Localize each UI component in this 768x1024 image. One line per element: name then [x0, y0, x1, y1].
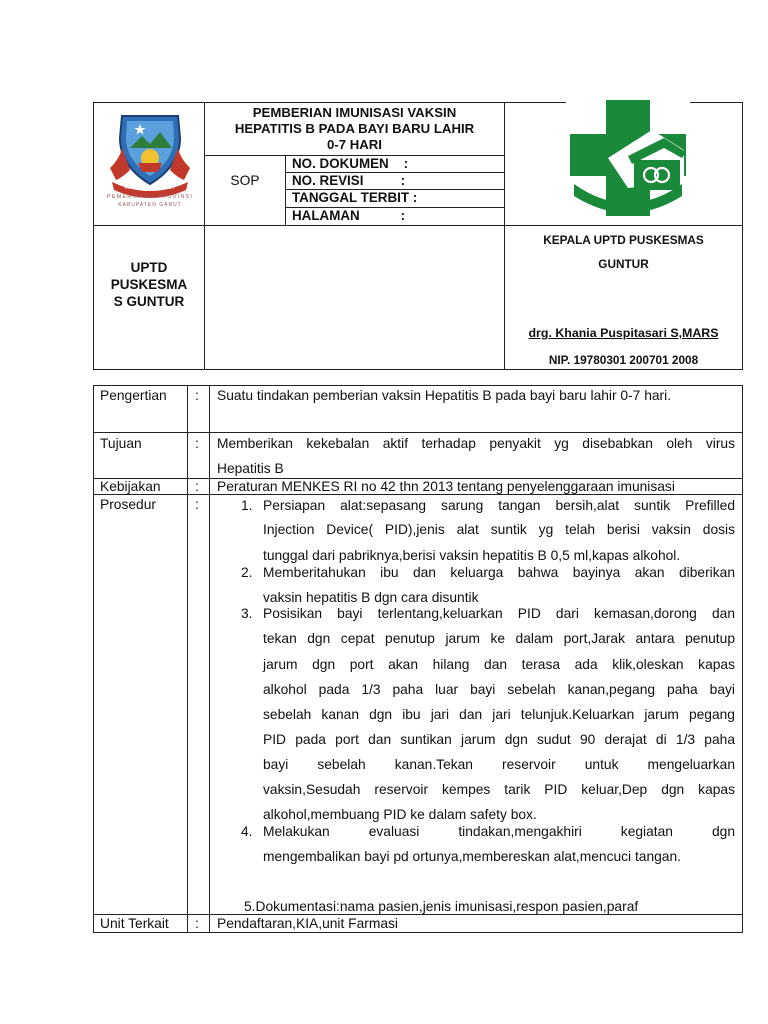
organization-name-line: UPTD [130, 260, 168, 275]
tujuan-text-line: Memberikan kekebalan aktif terhadap penyakit yg disebabkan oleh virus [217, 436, 735, 451]
row-label-prosedur: Prosedur [100, 497, 156, 512]
step-line: vaksin hepatitis B dgn cara disuntik [263, 590, 479, 605]
step-line: alkohol pada 1/3 paha luar bayi sebelah kanan,pegang paha bayi [263, 682, 735, 697]
sop-label: SOP [230, 173, 260, 188]
step-line: 5.Dokumentasi:nama pasien,jenis imunisasi,respon pasien,paraf [244, 899, 639, 914]
step-line: jarum dgn port akan hilang dan terasa ada klik,oleskan kapas [263, 657, 735, 672]
step-number: 4. [241, 824, 253, 839]
revision-field: NO. REVISI : [292, 173, 406, 188]
row-label-unit-terkait: Unit Terkait [100, 916, 169, 931]
step-line: Melakukan evaluasi tindakan,mengakhiri kegiatan dgn [263, 824, 735, 839]
row-colon: : [195, 916, 199, 931]
logo-caption-line2: KABUPATEN GARUT [118, 202, 182, 208]
row-colon: : [195, 436, 199, 451]
step-number: 3. [241, 606, 253, 621]
step-number: 1. [241, 498, 253, 513]
tujuan-text-line: Hepatitis B [217, 461, 284, 476]
step-line: bayi sebelah kanan.Tekan reservoir untuk mengeluarkan [263, 757, 735, 772]
head-title-line2: GUNTUR [598, 257, 649, 271]
step-line: tekan dgn cepat penutup jarum ke dalam port,Jarak antara penutup [263, 631, 735, 646]
sop-title [205, 105, 504, 153]
row-label-tujuan: Tujuan [100, 436, 142, 451]
page-field: HALAMAN : [292, 208, 406, 223]
kebijakan-text: Peraturan MENKES RI no 42 thn 2013 tentang penyelenggaraan imunisasi [217, 479, 675, 494]
step-line: Persiapan alat:sepasang sarung tangan bersih,alat suntik Prefilled [263, 498, 735, 513]
head-name: drg. Khania Puspitasari S,MARS [528, 326, 719, 340]
step-line: sebelah kanan dgn ibu jari dan jari telunjuk.Keluarkan jarum pegang [263, 707, 735, 722]
logo-caption-line1: PEMERINTAH PROVINSI [106, 194, 194, 200]
step-line: PID pada port dan suntikan jarum dgn sudut 90 derajat di 1/3 paha [263, 732, 735, 747]
organization-name-line: S GUNTUR [113, 294, 185, 309]
logo-banner-text: KABUPATEN GARUT [124, 185, 176, 190]
sop-title-line: HEPATITIS B PADA BAYI BARU LAHIR [234, 121, 475, 136]
publish-date-field: TANGGAL TERBIT : [292, 190, 418, 205]
step-line: Memberitahukan ibu dan keluarga bahwa bayinya akan diberikan [263, 565, 735, 580]
unit-terkait-text: Pendaftaran,KIA,unit Farmasi [217, 916, 398, 931]
puskesmas-cross-icon [566, 100, 690, 216]
row-colon: : [195, 479, 199, 494]
doc-number-field: NO. DOKUMEN : [292, 156, 409, 171]
regency-logo [100, 108, 200, 218]
row-label-pengertian: Pengertian [100, 388, 167, 403]
step-line: alkohol,membuang PID ke dalam safety box. [263, 807, 537, 822]
row-colon: : [195, 497, 199, 512]
sop-title-line: 0-7 HARI [327, 137, 382, 152]
step-number: 2. [241, 565, 253, 580]
pengertian-text: Suatu tindakan pemberian vaksin Hepatitis B pada bayi baru lahir 0-7 hari. [217, 388, 672, 403]
row-colon: : [195, 388, 199, 403]
step-line: vaksin,Sesudah reservoir kempes tarik PID keluar,Dep dgn kapas [263, 782, 735, 797]
step-line: Injection Device( PID),jenis alat suntik yg telah berisi vaksin dosis [263, 522, 735, 537]
organization-name [94, 259, 204, 310]
row-label-kebijakan: Kebijakan [100, 479, 161, 494]
step-line: mengembalikan bayi pd ortunya,membereskan alat,mencuci tangan. [263, 849, 681, 864]
step-line: Posisikan bayi terlentang,keluarkan PID dari kemasan,dorong dan [263, 606, 735, 621]
head-title-line1: KEPALA UPTD PUSKESMAS [543, 233, 704, 247]
organization-name-line: PUSKESMA [110, 277, 188, 292]
puskesmas-logo [566, 100, 690, 216]
step-line: tunggal dari pabriknya,berisi vaksin hepatitis B 0,5 ml,kapas alkohol. [263, 548, 681, 563]
head-nip: NIP. 19780301 200701 2008 [548, 353, 699, 367]
sop-title-line: PEMBERIAN IMUNISASI VAKSIN [252, 105, 457, 120]
